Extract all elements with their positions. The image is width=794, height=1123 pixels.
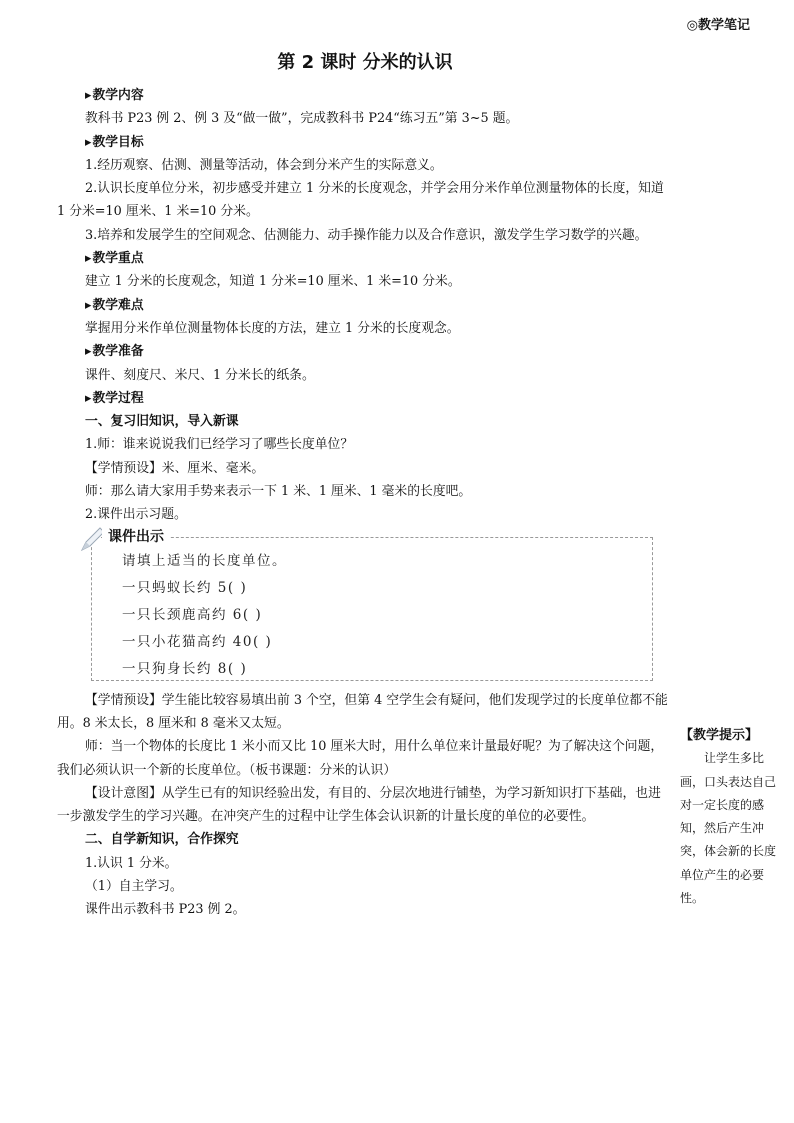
exercise-line: 一只长颈鹿高约 6( ) (122, 606, 263, 623)
key-paragraph: 建立 1 分米的长度观念，知道 1 分米=10 厘米、1 米=10 分米。 (85, 274, 461, 290)
content-paragraph: 教科书 P23 例 2、例 3 及“做一做”，完成教科书 P24“练习五”第 3~5 题。 (85, 111, 519, 127)
paragraph: 师：当一个物体的长度比 1 米小而又比 10 厘米大时，用什么单位来计量最好呢？为了解决这个问题，我们必须认识一个新的长度单位。（板书课题：分米的认识） (57, 739, 664, 778)
paragraph: 2.课件出示习题。 (85, 507, 187, 523)
corner-label: ◎教学笔记 (686, 18, 750, 33)
part-2-heading: 二、自学新知识，合作探究 (85, 832, 239, 848)
main-content (57, 84, 669, 922)
goal-1: 1.经历观察、估测、测量等活动，体会到分米产生的实际意义。 (85, 157, 443, 173)
sidebar-title: 【教学提示】 (680, 728, 759, 743)
section-heading-process: ▸ 教学过程 (57, 387, 669, 410)
paragraph: 【学情预设】米、厘米、毫米。 (85, 460, 265, 476)
section-heading-goals: ▸ 教学目标 (57, 131, 669, 154)
courseware-box (91, 528, 653, 681)
exercise-list (122, 548, 287, 683)
courseware-box-title: 课件出示 (102, 526, 170, 549)
section-heading-difficulty: ▸ 教学难点 (57, 294, 669, 317)
paragraph: （1）自主学习。 (85, 879, 183, 895)
exercise-line: 一只小花猫高约 40( ) (122, 633, 273, 650)
exercise-line: 一只蚂蚁长约 5( ) (122, 579, 248, 596)
goal-2: 2.认识长度单位分米，初步感受并建立 1 分米的长度观念，并学会用分米作单位测量物体的长度，知道 1 分米=10 厘米、1 米=10 分米。 (57, 181, 664, 220)
section-heading-preparation: ▸ 教学准备 (57, 340, 669, 363)
section-heading-key: ▸ 教学重点 (57, 247, 669, 270)
section-heading-content: ▸ 教学内容 (57, 84, 669, 107)
paragraph: 师：那么请大家用手势来表示一下 1 米、1 厘米、1 毫米的长度吧。 (85, 484, 472, 500)
preparation-paragraph: 课件、刻度尺、米尺、1 分米长的纸条。 (85, 367, 315, 383)
paragraph: 课件出示教科书 P23 例 2。 (85, 902, 246, 918)
teaching-tip-sidebar (680, 724, 776, 910)
paragraph: 【学情预设】学生能比较容易填出前 3 个空，但第 4 空学生会有疑问，他们发现学过的长度单位都不能用。8 米太长，8 厘米和 8 毫米又太短。 (57, 692, 668, 731)
paragraph: 1.师：谁来说说我们已经学习了哪些长度单位？ (85, 437, 354, 453)
goal-3: 3.培养和发展学生的空间观念、估测能力、动手操作能力以及合作意识，激发学生学习数学的兴趣。 (85, 227, 648, 243)
exercise-line: 一只狗身长约 8( ) (122, 660, 248, 677)
sidebar-text: 让学生多比画，口头表达自己对一定长度的感知，然后产生冲突，体会新的长度单位产生的必要性。 (680, 751, 777, 906)
exercise-line: 请填上适当的长度单位。 (122, 552, 287, 569)
difficulty-paragraph: 掌握用分米作单位测量物体长度的方法，建立 1 分米的长度观念。 (85, 320, 460, 336)
part-1-heading: 一、复习旧知识，导入新课 (85, 414, 239, 430)
paragraph: 1.认识 1 分米。 (85, 855, 178, 871)
page-title: 第 2 课时 分米的认识 (277, 52, 453, 73)
paragraph: 【设计意图】从学生已有的知识经验出发，有目的、分层次地进行铺垫，为学习新知识打下基础，也进一步激发学生的学习兴趣。在冲突产生的过程中让学生体会认识新的计量长度的单位的必要性。 (57, 785, 661, 825)
